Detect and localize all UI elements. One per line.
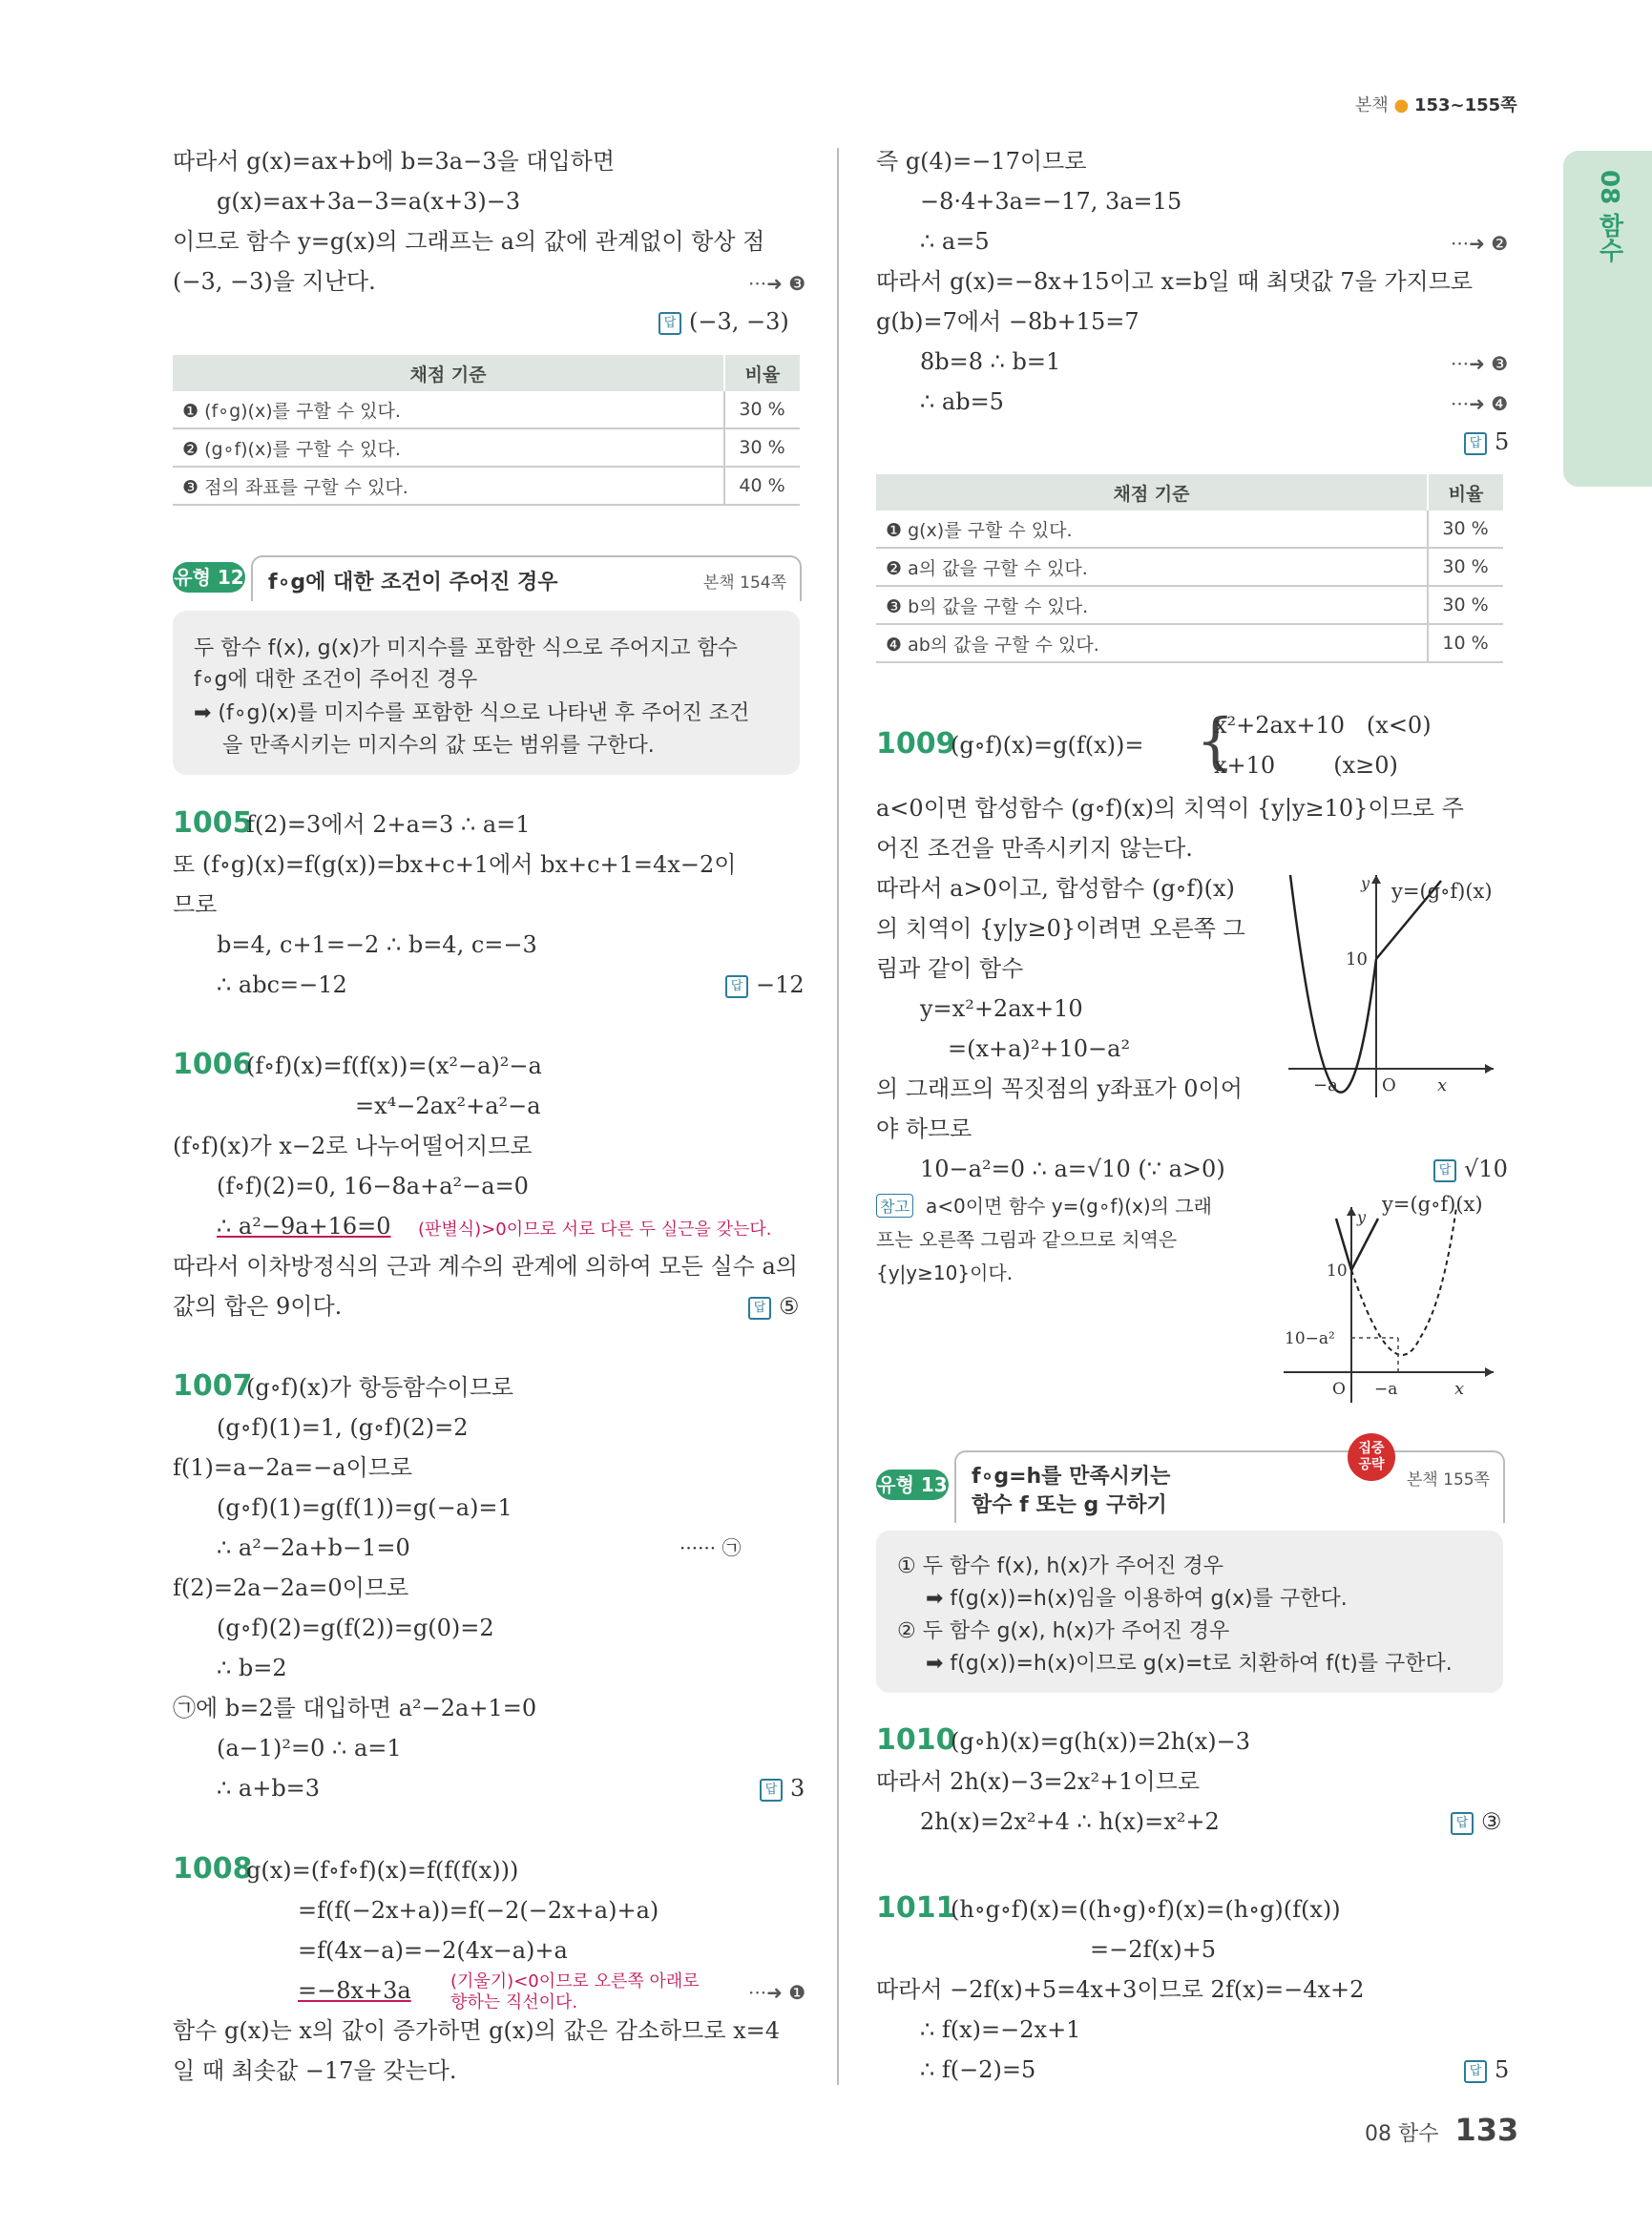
note-line: {y|y≥10}이다. — [876, 1261, 1014, 1284]
right-cont-line: 따라서 g(x)=−8x+15이고 x=b일 때 최댓값 7을 가지므로 — [876, 268, 1474, 295]
p1007-line: (g∘f)(1)=g(f(1))=g(−a)=1 — [217, 1494, 512, 1521]
scoring-table-2: 채점 기준 비율 ❶ g(x)를 구할 수 있다. 30 % ❷ a의 값을 구할 수 있다. 30 % ❸ b의 값을 구할 수 있다. 30 % ❹ ab의 값을 구할 수 있다. 10 % — [876, 474, 1503, 663]
p1009-line: 따라서 a>0이고, 합성함수 (g∘f)(x) — [876, 875, 1235, 902]
answer-icon: 답 — [1451, 1812, 1474, 1835]
p1009-answer: 답 √10 — [1433, 1155, 1508, 1183]
focus-stamp-line-1: 집중 — [1358, 1441, 1385, 1456]
graph1-y-arrow — [1371, 875, 1381, 884]
type13-box-line: ① 두 함수 f(x), h(x)가 주어진 경우 — [897, 1554, 1224, 1578]
graph-1 — [1279, 864, 1498, 1102]
column-divider — [837, 148, 839, 2085]
problem-1007-number: 1007 — [173, 1369, 253, 1403]
header-pages: 153~155쪽 — [1413, 95, 1517, 115]
table2-row: ❷ a의 값을 구할 수 있다. — [876, 548, 1428, 586]
type13-box-line: ② 두 함수 g(x), h(x)가 주어진 경우 — [897, 1619, 1230, 1643]
right-mark-3: ···➜ ❸ — [1451, 352, 1509, 375]
answer-icon: 답 — [1433, 1159, 1456, 1182]
p1009-line: a<0이면 합성함수 (g∘f)(x)의 치역이 {y|y≥10}이므로 주 — [876, 795, 1464, 822]
type12-box-line: ➡ (f∘g)(x)를 미지수를 포함한 식으로 나타낸 후 주어진 조건 — [194, 701, 750, 725]
p1008-line: =−8x+3a — [298, 1977, 411, 2004]
p1008-line: g(x)=(f∘f∘f)(x)=f(f(f(x))) — [246, 1857, 519, 1884]
right-mark-4: ···➜ ❹ — [1451, 392, 1509, 415]
type13-title-1: f∘g=h를 만족시키는 — [972, 1465, 1171, 1489]
graph2-y-label: y — [1357, 1208, 1367, 1226]
graph1-x-arrow — [1485, 1064, 1494, 1074]
right-mark-2: ···➜ ❷ — [1451, 232, 1509, 255]
intro-line-4: (−3, −3)을 지난다. — [173, 268, 376, 295]
table1-header-criteria: 채점 기준 — [173, 355, 724, 391]
p1005-line: b=4, c+1=−2 ∴ b=4, c=−3 — [217, 931, 537, 958]
p1006-line: ∴ a²−9a+16=0 — [217, 1213, 391, 1240]
graph2-y-arrow — [1347, 1207, 1356, 1216]
intro-line-3: 이므로 함수 y=g(x)의 그래프는 a의 값에 관계없이 항상 점 — [173, 228, 765, 255]
p1007-line: (g∘f)(1)=1, (g∘f)(2)=2 — [217, 1414, 469, 1441]
graph2-parabola-dashed — [1351, 1207, 1456, 1355]
side-tab-label: 08 함수 — [1595, 170, 1623, 263]
right-cont-line: 8b=8 ∴ b=1 — [920, 348, 1061, 375]
p1007-line: (g∘f)(2)=g(f(2))=g(0)=2 — [217, 1615, 494, 1641]
problem-1006-number: 1006 — [173, 1048, 253, 1081]
graph1-tick-a: −a — [1313, 1075, 1338, 1095]
type13-ref: 본책 155쪽 — [1406, 1470, 1490, 1490]
type13-title-box — [954, 1450, 1505, 1523]
problem-1008-number: 1008 — [173, 1852, 253, 1886]
type13-box-line: ➡ f(g(x))=h(x)임을 이용하여 g(x)를 구한다. — [926, 1587, 1348, 1611]
graph2-x-arrow — [1485, 1367, 1494, 1377]
graph1-tick-10: 10 — [1346, 949, 1368, 970]
p1009-line: 10−a²=0 ∴ a=√10 (∵ a>0) — [920, 1156, 1225, 1182]
p1009-case-2: x+10 (x≥0) — [1214, 752, 1398, 779]
p1007-line: (a−1)²=0 ∴ a=1 — [217, 1735, 402, 1762]
table1-row: ❷ (g∘f)(x)를 구할 수 있다. — [173, 428, 724, 467]
header-ref: 본책 — [1355, 95, 1389, 115]
table2-row: ❶ g(x)를 구할 수 있다. — [876, 511, 1428, 548]
answer-icon: 답 — [1464, 2060, 1487, 2083]
graph2-tick-a: −a — [1374, 1380, 1398, 1399]
p1007-tag: ······ ㉠ — [680, 1536, 742, 1559]
p1006-line: (f∘f)(x)가 x−2로 나누어떨어지므로 — [173, 1133, 533, 1159]
focus-stamp-line-2: 공략 — [1358, 1457, 1385, 1472]
p1011-line: (h∘g∘f)(x)=((h∘g)∘f)(x)=(h∘g)(f(x)) — [951, 1896, 1341, 1923]
p1005-line: 므로 — [173, 891, 218, 918]
p1006-line: (f∘f)(x)=f(f(x))=(x²−a)²−a — [246, 1053, 542, 1079]
footer-page-number: 133 — [1454, 2112, 1519, 2148]
header-dot: ● — [1393, 95, 1410, 115]
p1011-line: ∴ f(x)=−2x+1 — [920, 2016, 1081, 2043]
answer-icon: 답 — [760, 1779, 783, 1802]
table2-header-ratio: 비율 — [1428, 474, 1503, 511]
intro-mark: ···➜ ❸ — [748, 272, 806, 295]
problem-1009-number: 1009 — [876, 727, 956, 761]
p1007-answer: 답 3 — [760, 1774, 805, 1803]
graph1-label: y=(g∘f)(x) — [1391, 880, 1493, 903]
right-cont-line: 즉 g(4)=−17이므로 — [876, 148, 1087, 175]
graph2-tick-low: 10−a² — [1285, 1329, 1335, 1348]
intro-line-2: g(x)=ax+3a−3=a(x+3)−3 — [217, 188, 521, 215]
type13-badge: 유형 13 — [876, 1470, 949, 1500]
type12-box-line: 두 함수 f(x), g(x)가 미지수를 포함한 식으로 주어지고 함수 — [194, 636, 739, 660]
p1009-case-1: x²+2ax+10 (x<0) — [1214, 712, 1432, 739]
p1009-line: y=x²+2ax+10 — [920, 995, 1083, 1022]
type13-summary-box — [876, 1531, 1503, 1693]
table1-header-ratio: 비율 — [724, 355, 800, 391]
type12-badge: 유형 12 — [173, 562, 245, 593]
graph-2 — [1279, 1188, 1503, 1407]
p1005-line: ∴ abc=−12 — [217, 971, 347, 998]
note-line: a<0이면 함수 y=(g∘f)(x)의 그래 — [926, 1195, 1212, 1218]
table2-row: ❹ ab의 값을 구할 수 있다. — [876, 624, 1428, 662]
p1008-line: =f(4x−a)=−2(4x−a)+a — [298, 1937, 568, 1964]
page-footer — [1365, 2112, 1518, 2148]
p1011-line: 따라서 −2f(x)+5=4x+3이므로 2f(x)=−4x+2 — [876, 1976, 1365, 2003]
p1006-line: 따라서 이차방정식의 근과 계수의 관계에 의하여 모든 실수 a의 — [173, 1253, 798, 1280]
p1010-line: 2h(x)=2x²+4 ∴ h(x)=x²+2 — [920, 1808, 1220, 1835]
footer-chapter: 08 함수 — [1365, 2122, 1439, 2146]
p1006-answer: 답 ⑤ — [748, 1292, 800, 1321]
focus-stamp — [1348, 1433, 1395, 1481]
answer-icon: 답 — [748, 1297, 771, 1320]
type12-box-line: 을 만족시키는 미지수의 값 또는 범위를 구한다. — [222, 734, 655, 758]
p1010-line: (g∘h)(x)=g(h(x))=2h(x)−3 — [951, 1728, 1250, 1755]
p1011-answer: 답 5 — [1464, 2055, 1509, 2084]
p1006-note: (판별식)>0이므로 서로 다른 두 실근을 갖는다. — [418, 1220, 772, 1240]
scoring-table-1: 채점 기준 비율 ❶ (f∘g)(x)를 구할 수 있다. 30 % ❷ (g∘f)(x)를 구할 수 있다. 30 % ❸ 점의 좌표를 구할 수 있다. 40 % — [173, 355, 800, 506]
type12-title: f∘g에 대한 조건이 주어진 경우 — [268, 571, 558, 594]
p1008-line: 함수 g(x)는 x의 값이 증가하면 g(x)의 값은 감소하므로 x=4 — [173, 2017, 781, 2044]
type12-summary-box — [173, 611, 800, 775]
p1009-line: 의 치역이 {y|y≥0}이려면 오른쪽 그 — [876, 915, 1245, 942]
p1008-line: 일 때 최솟값 −17을 갖는다. — [173, 2057, 457, 2084]
type12-title-box — [251, 555, 802, 601]
problem-1011-number: 1011 — [876, 1891, 956, 1925]
intro-answer: 답 (−3, −3) — [659, 307, 789, 336]
p1007-line: (g∘f)(x)가 항등함수이므로 — [246, 1374, 514, 1401]
chapter-side-tab — [1563, 151, 1652, 487]
answer-icon: 답 — [1464, 432, 1487, 455]
problem-1005-number: 1005 — [173, 806, 253, 840]
note-line: 프는 오른쪽 그림과 같으므로 치역은 — [876, 1228, 1178, 1251]
graph1-y-label: y — [1361, 874, 1370, 892]
intro-line-1: 따라서 g(x)=ax+b에 b=3a−3을 대입하면 — [173, 148, 616, 175]
p1009-line: 의 그래프의 꼭짓점의 y좌표가 0이어 — [876, 1075, 1243, 1102]
p1006-line: =x⁴−2ax²+a²−a — [355, 1093, 541, 1119]
type13-title-2: 함수 f 또는 g 구하기 — [972, 1493, 1167, 1517]
table2-row: ❸ b의 값을 구할 수 있다. — [876, 586, 1428, 624]
p1009-line: 야 하므로 — [876, 1116, 972, 1142]
right-cont-line: ∴ ab=5 — [920, 388, 1004, 415]
graph1-x-label: x — [1437, 1075, 1448, 1095]
p1010-answer: 답 ③ — [1451, 1807, 1502, 1836]
p1008-note-1: (기울기)<0이므로 오른쪽 아래로 — [450, 1971, 700, 1991]
p1011-line: ∴ f(−2)=5 — [920, 2056, 1036, 2083]
p1007-line: ∴ b=2 — [217, 1655, 287, 1681]
p1005-line: f(2)=3에서 2+a=3 ∴ a=1 — [246, 811, 531, 838]
table1-row: ❶ (f∘g)(x)를 구할 수 있다. — [173, 391, 724, 428]
p1010-line: 따라서 2h(x)−3=2x²+1이므로 — [876, 1768, 1201, 1795]
table1-row: ❸ 점의 좌표를 구할 수 있다. — [173, 467, 724, 505]
graph2-line — [1351, 1219, 1378, 1270]
graph2-tick-10: 10 — [1327, 1261, 1348, 1281]
p1007-line: f(2)=2a−2a=0이므로 — [173, 1574, 409, 1601]
graph2-label: y=(g∘f)(x) — [1382, 1193, 1483, 1216]
graph2-x-label: x — [1454, 1379, 1465, 1399]
piecewise-brace: { — [1196, 706, 1235, 777]
p1006-line: 값의 합은 9이다. — [173, 1293, 343, 1320]
problem-1010-number: 1010 — [876, 1723, 956, 1757]
p1011-line: =−2f(x)+5 — [1090, 1936, 1217, 1963]
p1009-line: 림과 같이 함수 — [876, 955, 1024, 982]
graph1-origin: O — [1382, 1075, 1396, 1095]
p1006-line: (f∘f)(2)=0, 16−8a+a²−a=0 — [217, 1173, 529, 1199]
note-tag: 참고 — [876, 1194, 913, 1218]
p1009-head: (g∘f)(x)=g(f(x))= — [951, 732, 1144, 759]
right-cont-line: g(b)=7에서 −8b+15=7 — [876, 308, 1140, 335]
answer-icon: 답 — [725, 975, 748, 998]
right-cont-line: −8·4+3a=−17, 3a=15 — [920, 188, 1182, 215]
type12-box-line: f∘g에 대한 조건이 주어진 경우 — [194, 668, 478, 692]
type13-box-line: ➡ f(g(x))=h(x)이므로 g(x)=t로 치환하여 f(t)를 구한다. — [926, 1652, 1453, 1676]
right-answer: 답 5 — [1464, 427, 1509, 456]
p1005-line: 또 (f∘g)(x)=f(g(x))=bx+c+1에서 bx+c+1=4x−2이 — [173, 851, 737, 878]
p1007-line: ∴ a²−2a+b−1=0 — [217, 1534, 410, 1561]
p1008-line: =f(f(−2x+a))=f(−2(−2x+a)+a) — [298, 1897, 659, 1924]
p1008-note-2: 향하는 직선이다. — [450, 1992, 578, 2012]
p1008-mark: ···➜ ❶ — [748, 1981, 806, 2004]
table2-header-criteria: 채점 기준 — [876, 474, 1428, 511]
answer-icon: 답 — [659, 312, 681, 335]
p1005-answer: 답 −12 — [725, 970, 805, 999]
p1007-line: f(1)=a−2a=−a이므로 — [173, 1454, 413, 1481]
graph1-parabola — [1290, 875, 1376, 1093]
p1009-line: 어진 조건을 만족시키지 않는다. — [876, 835, 1193, 862]
page-header — [1355, 92, 1517, 116]
p1007-line: ∴ a+b=3 — [217, 1775, 321, 1802]
p1009-line: =(x+a)²+10−a² — [948, 1035, 1131, 1062]
p1007-line: ㉠에 b=2를 대입하면 a²−2a+1=0 — [173, 1695, 537, 1721]
graph2-origin: O — [1332, 1380, 1346, 1399]
type12-ref: 본책 154쪽 — [702, 573, 786, 593]
right-cont-line: ∴ a=5 — [920, 228, 990, 255]
